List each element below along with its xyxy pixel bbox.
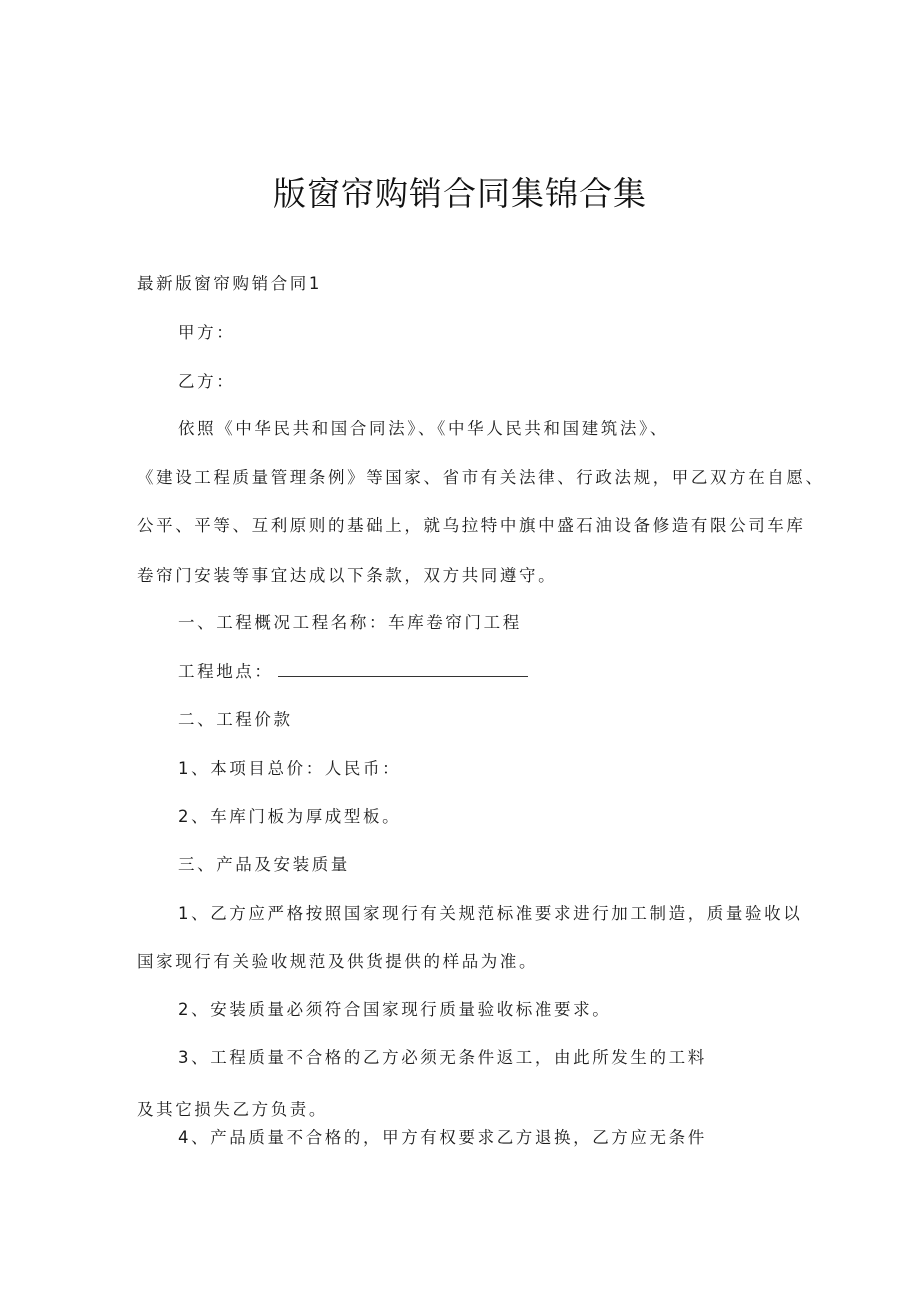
blank-underline	[278, 660, 528, 677]
section-heading: 一、工程概况工程名称：车库卷帘门工程	[178, 613, 522, 632]
project-location-row	[178, 660, 528, 684]
page-title: 版窗帘购销合同集锦合集	[273, 174, 647, 213]
clause-line: 及其它损失乙方负责。	[137, 1100, 328, 1119]
paragraph-line: 卷帘门安装等事宜达成以下条款，双方共同遵守。	[137, 566, 558, 585]
clause-line: 2、安装质量必须符合国家现行质量验收标准要求。	[178, 1000, 612, 1019]
project-location-label: 工程地点：	[178, 662, 274, 681]
clause-line: 4、产品质量不合格的，甲方有权要求乙方退换，乙方应无条件	[178, 1128, 707, 1147]
paragraph-line: 依照《中华民共和国合同法》、《中华人民共和国建筑法》、	[178, 419, 669, 438]
clause-line: 1、本项目总价：人民币：	[178, 759, 402, 778]
clause-line: 3、工程质量不合格的乙方必须无条件返工，由此所发生的工料	[178, 1048, 707, 1067]
contract-heading: 最新版窗帘购销合同1	[137, 274, 322, 293]
paragraph-line: 《建设工程质量管理条例》等国家、省市有关法律、行政法规，甲乙双方在自愿、	[137, 468, 825, 487]
party-b-label: 乙方：	[178, 372, 236, 391]
clause-line: 2、车库门板为厚成型板。	[178, 807, 402, 826]
section-heading: 二、工程价款	[178, 710, 293, 729]
section-heading: 三、产品及安装质量	[178, 855, 350, 874]
clause-line: 国家现行有关验收规范及供货提供的样品为准。	[137, 952, 539, 971]
paragraph-line: 公平、平等、互利原则的基础上，就乌拉特中旗中盛石油设备修造有限公司车库	[137, 516, 806, 535]
clause-line: 1、乙方应严格按照国家现行有关规范标准要求进行加工制造，质量验收以	[178, 904, 803, 923]
party-a-label: 甲方：	[178, 323, 236, 342]
